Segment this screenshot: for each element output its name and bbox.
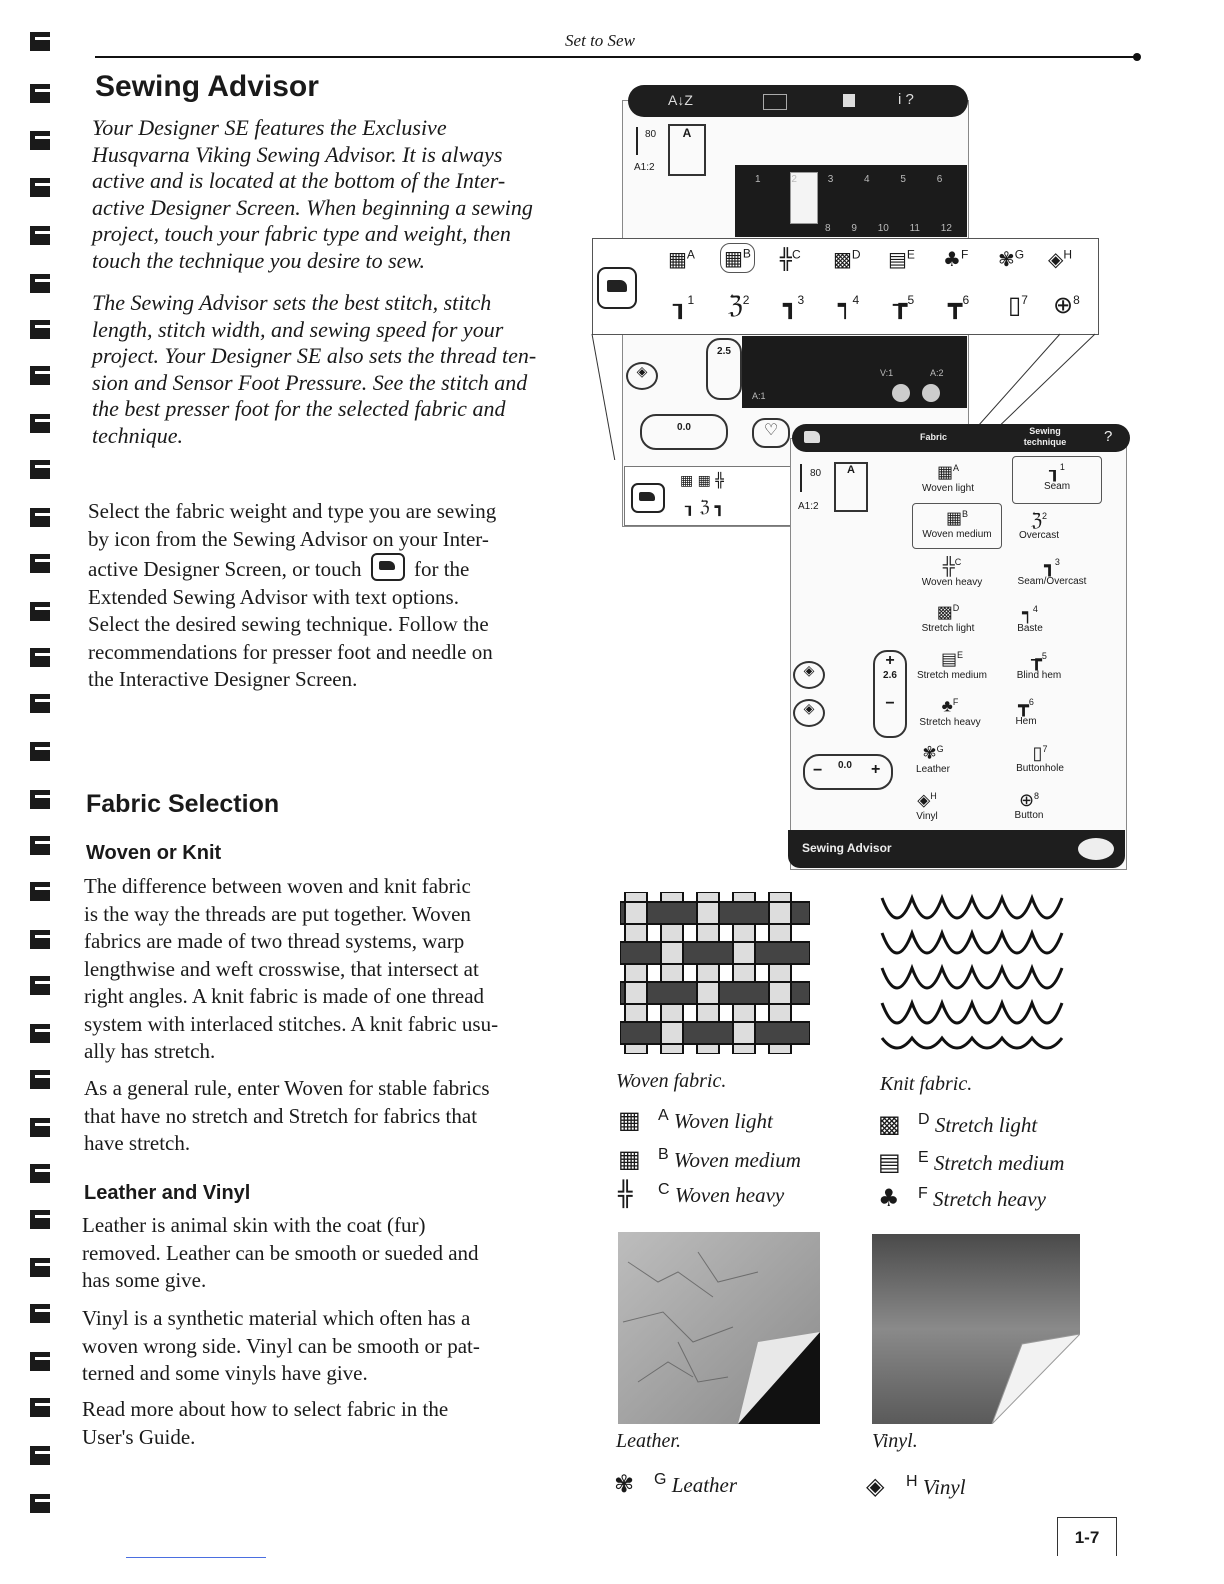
- panel-a1: A:1: [752, 391, 766, 401]
- mini-advisor-strip: [624, 466, 796, 526]
- intro-paragraph-2: [92, 290, 602, 449]
- ext-technique-label: Buttonhole: [1016, 763, 1064, 774]
- sewing-advisor-machine-icon: [607, 280, 627, 292]
- fabric-stretch-light-icon: ▩: [878, 1110, 901, 1138]
- fabric-stretch-medium-icon[interactable]: ▤$^E$: [888, 247, 915, 271]
- edge-tab: [30, 366, 50, 385]
- technique-blind-hem-icon[interactable]: ┲$^5$: [893, 291, 915, 319]
- legend-letter: F: [918, 1185, 928, 1202]
- ext-technique-item[interactable]: ⊕$^8$ Button: [1014, 790, 1044, 821]
- extended-advisor-button[interactable]: [597, 267, 637, 309]
- stitch-num: 8: [825, 223, 831, 234]
- edge-tab: [30, 32, 50, 51]
- rule-paragraph: [84, 1075, 594, 1158]
- edge-tab: [30, 742, 50, 761]
- sort-button[interactable]: A↓Z: [668, 92, 693, 108]
- ext-technique-label: Hem: [1015, 716, 1037, 727]
- width-value: 0.0: [677, 422, 691, 433]
- body-line: Read more about how to select fabric in the: [82, 1397, 449, 1421]
- body-line: is the way the threads are put together. Woven: [84, 901, 471, 926]
- ext-fabric-label: Woven heavy: [921, 576, 983, 588]
- legend-label: Stretch light: [934, 1113, 1038, 1137]
- legend-label: Woven medium: [673, 1148, 801, 1172]
- ext-stitch-position: A1:2: [798, 501, 819, 512]
- minus-icon[interactable]: −: [885, 695, 895, 712]
- legend-label: Stretch medium: [933, 1151, 1065, 1175]
- ext-length-control[interactable]: [873, 650, 907, 738]
- legend-label: Woven heavy: [674, 1183, 785, 1207]
- body-line: woven wrong side. Vinyl can be smooth or pat-: [82, 1333, 480, 1358]
- stitch-num: 4: [864, 174, 870, 185]
- ext-technique-item[interactable]: ▯$^7$ Buttonhole: [1016, 743, 1064, 774]
- intro-line: the best presser foot for the selected fabric and: [92, 396, 506, 421]
- legend-woven-heavy: [618, 1180, 784, 1208]
- tab-sewing-technique[interactable]: Sewing technique: [1023, 426, 1067, 447]
- legend-letter: A: [658, 1107, 669, 1124]
- body-line: removed. Leather can be smooth or sueded and: [82, 1240, 479, 1265]
- fabric-row: [668, 247, 1098, 281]
- fabric-stretch-light-icon[interactable]: ▩$^D$: [833, 247, 861, 271]
- legend-label: Woven light: [673, 1109, 773, 1133]
- edge-tab: [30, 131, 50, 150]
- fabric-vinyl-icon: ◈: [866, 1472, 885, 1500]
- ext-technique-item-selected[interactable]: ┒$^1$ Seam: [1012, 456, 1102, 504]
- edge-tab: [30, 226, 50, 245]
- edge-tab: [30, 930, 50, 949]
- ext-presser-foot-icon: [834, 462, 868, 512]
- stitch-menu-strip[interactable]: [735, 165, 967, 237]
- body-line: As a general rule, enter Woven for stable fabrics: [84, 1076, 490, 1100]
- edge-tab: [30, 1210, 50, 1229]
- panel-a2: A:2: [930, 368, 944, 378]
- select-line: Extended Sewing Advisor with text options.: [88, 584, 459, 609]
- select-line: the Interactive Designer Screen.: [88, 667, 358, 691]
- sewing-advisor-machine-icon: [371, 553, 405, 581]
- ext-fabric-label: Stretch light: [921, 622, 975, 634]
- fabric-woven-light-icon[interactable]: ▦$^A$: [668, 247, 695, 271]
- legend-label: Leather: [671, 1473, 738, 1497]
- screen-top-bar: [628, 85, 968, 117]
- intro-line: touch the technique you desire to sew.: [92, 247, 425, 273]
- subsection-heading: Woven or Knit: [86, 842, 222, 864]
- ext-width-control[interactable]: [803, 754, 893, 790]
- edge-tab: [30, 648, 50, 667]
- header-rule: [95, 56, 1135, 58]
- stitch-num: 11: [909, 223, 920, 234]
- edge-tab: [30, 84, 50, 103]
- fabric-woven-heavy-icon[interactable]: ╬$^C$: [780, 247, 801, 271]
- sewing-advisor-machine-icon: [639, 492, 655, 501]
- body-line: have stretch.: [84, 1131, 191, 1155]
- legend-label: Stretch heavy: [933, 1187, 1046, 1211]
- technique-overcast-icon[interactable]: ℨ$^2$: [728, 291, 750, 319]
- technique-hem-icon[interactable]: ┳$^6$: [948, 291, 970, 319]
- ext-technique-item[interactable]: ┳$^6$ Hem: [1015, 696, 1037, 727]
- ext-fabric-label: Woven medium: [922, 528, 992, 540]
- intro-line: Husqvarna Viking Sewing Advisor. It is always: [92, 141, 503, 167]
- panel-v1: V:1: [880, 368, 894, 378]
- stitch-num: 10: [877, 223, 889, 234]
- ext-fabric-item[interactable]: ◈$^H$ Vinyl: [916, 790, 938, 822]
- ext-fabric-item[interactable]: ✾$^G$ Leather: [916, 743, 950, 775]
- ext-fabric-label: Leather: [916, 763, 950, 775]
- legend-vinyl: [866, 1472, 966, 1500]
- legend-letter: C: [658, 1181, 670, 1198]
- advisor-toggle-icon[interactable]: [1078, 838, 1114, 860]
- vinyl-photo: [872, 1234, 1080, 1424]
- edge-tab: [30, 414, 50, 433]
- edge-tab: [30, 508, 50, 527]
- woven-knit-paragraph: [84, 873, 594, 1066]
- legend-woven-light: [618, 1106, 773, 1134]
- ext-technique-item[interactable]: ┑$^4$ Baste: [1017, 603, 1043, 634]
- ext-fabric-label: Vinyl: [916, 810, 938, 822]
- legend-stretch-light: [878, 1110, 1037, 1138]
- ext-fabric-item-selected[interactable]: ▦$^B$ Woven medium: [912, 503, 1002, 549]
- legend-letter: B: [658, 1146, 669, 1163]
- edge-tab: [30, 1494, 50, 1513]
- caption-woven: Woven fabric.: [616, 1070, 727, 1092]
- technique-seam-icon[interactable]: ┒$^1$: [673, 291, 695, 319]
- select-line: by icon from the Sewing Advisor on your Inter-: [88, 526, 489, 551]
- mini-fabric-icons[interactable]: ▦ ▦ ╬: [680, 473, 724, 489]
- stitch-bar: [636, 127, 638, 155]
- edge-tab: [30, 836, 50, 855]
- intro-line: The Sewing Advisor sets the best stitch, stitch: [92, 290, 492, 315]
- minus-icon[interactable]: −: [813, 762, 823, 779]
- tab-fabric[interactable]: Fabric: [920, 432, 948, 442]
- caption-vinyl: Vinyl.: [872, 1430, 918, 1452]
- technique-baste-icon[interactable]: ┑$^4$: [838, 291, 860, 319]
- ext-technique-label: Overcast: [1018, 530, 1059, 541]
- edge-tab: [30, 1446, 50, 1465]
- edge-tab: [30, 976, 50, 995]
- technique-seam-overcast-icon[interactable]: ┓$^3$: [783, 291, 805, 319]
- vinyl-paragraph: [82, 1305, 592, 1388]
- ext-technique-item[interactable]: ┓$^3$ Seam/Overcast: [1017, 556, 1087, 587]
- ext-foot-letter: A: [847, 464, 855, 476]
- select-paragraph: [88, 498, 598, 694]
- foot-letter: A: [682, 126, 692, 140]
- edge-tab: [30, 1398, 50, 1417]
- ext-technique-label: Baste: [1017, 623, 1043, 634]
- sewing-advisor-bottom-bar: [788, 830, 1125, 868]
- ext-up-button[interactable]: ◈: [793, 661, 825, 689]
- body-line: Vinyl is a synthetic material which often has a: [82, 1306, 471, 1330]
- ext-fabric-item[interactable]: ▦$^A$ Woven light: [921, 462, 975, 494]
- select-line: Select the fabric weight and type you are sewing: [88, 499, 497, 523]
- select-line: [88, 553, 598, 584]
- legend-stretch-medium: [878, 1148, 1064, 1176]
- ext-technique-item[interactable]: ┲$^5$ Blind hem: [1016, 650, 1062, 681]
- legend-letter: G: [654, 1471, 667, 1488]
- menu-icon[interactable]: [763, 94, 787, 110]
- section-heading: Fabric Selection: [86, 790, 280, 818]
- select-line: Select the desired sewing technique. Follow the: [88, 612, 489, 636]
- fabric-leather-icon[interactable]: ✾$^G$: [998, 247, 1025, 271]
- stitch-numbers-row2: [825, 223, 952, 234]
- ext-technique-item[interactable]: ℨ$^2$ Overcast: [1018, 510, 1059, 541]
- length-value: 2.5: [717, 346, 731, 357]
- stitch-num: 1: [755, 174, 761, 185]
- fabric-woven-medium-icon[interactable]: ▦$^B$: [720, 243, 755, 273]
- save-icon[interactable]: [843, 94, 855, 107]
- ext-technique-label: Seam: [1043, 481, 1071, 492]
- intro-line: active and is located at the bottom of the Inter-: [92, 168, 506, 193]
- header-rule-dot: [1133, 53, 1141, 61]
- sewing-advisor-machine-icon: [804, 431, 820, 443]
- subsection-heading: Leather and Vinyl: [84, 1182, 251, 1204]
- woven-fabric-illustration: [620, 892, 810, 1054]
- extended-top-bar: [792, 424, 1130, 452]
- ext-fabric-label: Woven light: [921, 482, 975, 494]
- body-line: User's Guide.: [82, 1424, 196, 1449]
- help-button[interactable]: ?: [1104, 428, 1113, 445]
- favorite-heart-icon[interactable]: ♡: [752, 418, 790, 448]
- legend-stretch-heavy: [878, 1184, 1046, 1212]
- read-more-paragraph: [82, 1396, 592, 1451]
- edge-tab: [30, 460, 50, 479]
- body-line: system with interlaced stitches. A knit fabric usu-: [84, 1011, 499, 1036]
- edge-tab: [30, 1024, 50, 1043]
- fabric-stretch-heavy-icon[interactable]: ♣$^F$: [943, 247, 969, 271]
- fabric-leather-icon: ✾: [614, 1470, 635, 1498]
- intro-paragraph: [92, 115, 602, 274]
- plus-icon[interactable]: +: [871, 761, 881, 778]
- bottom-bar-label: Sewing Advisor: [802, 841, 892, 855]
- plus-icon[interactable]: +: [885, 652, 895, 669]
- stitch-num: 3: [827, 174, 834, 185]
- stitch-num: 12: [940, 223, 952, 234]
- select-line-part: for the: [413, 557, 470, 581]
- ext-technique-label: Button: [1014, 810, 1044, 821]
- up-arrow-button[interactable]: ◈: [626, 362, 658, 390]
- legend-letter: E: [918, 1149, 929, 1166]
- info-help-buttons[interactable]: i ?: [898, 91, 914, 108]
- stitch-numbers: [755, 174, 975, 185]
- stitch-num: 2: [791, 174, 797, 185]
- mini-technique-icons[interactable]: ┒ ℨ ┓: [685, 497, 725, 516]
- ext-technique-label: Blind hem: [1016, 670, 1062, 681]
- edge-tab: [30, 1304, 50, 1323]
- technique-buttonhole-icon[interactable]: ▯$^7$: [1008, 291, 1028, 319]
- edge-tab: [30, 178, 50, 197]
- body-line: fabrics are made of two thread systems, warp: [84, 929, 465, 953]
- body-line: lengthwise and weft crosswise, that intersect at: [84, 956, 479, 981]
- intro-line: Your Designer SE features the Exclusive: [92, 115, 447, 140]
- page-title: Sewing Advisor: [95, 70, 319, 103]
- edge-tab: [30, 1258, 50, 1277]
- fabric-woven-medium-icon: ▦: [618, 1145, 641, 1173]
- legend-letter: H: [906, 1473, 918, 1490]
- legend-letter: D: [918, 1111, 930, 1128]
- leather-paragraph: [82, 1212, 592, 1295]
- legend-woven-medium: [618, 1145, 801, 1173]
- intro-line: length, stitch width, and sewing speed for your: [92, 316, 504, 342]
- stitch-position: A1:2: [634, 162, 655, 173]
- page-number: 1-7: [1057, 1517, 1117, 1556]
- ext-fabric-item[interactable]: ▤$^E$ Stretch medium: [916, 649, 988, 681]
- body-line: has some give.: [82, 1268, 207, 1292]
- body-line: terned and some vinyls have give.: [82, 1361, 368, 1385]
- intro-line: active Designer Screen. When beginning a sewing: [92, 194, 533, 220]
- stitch-number: 80: [645, 129, 657, 140]
- fabric-stretch-heavy-icon: ♣: [878, 1184, 900, 1212]
- fabric-vinyl-icon[interactable]: ◈$^H$: [1048, 247, 1073, 271]
- mini-advisor-button[interactable]: [631, 483, 665, 513]
- edge-tab: [30, 882, 50, 901]
- edge-tab: [30, 694, 50, 713]
- edge-tab: [30, 274, 50, 293]
- running-header: Set to Sew: [565, 31, 635, 50]
- ext-stitch-number: 80: [810, 468, 822, 479]
- ext-technique-label: Seam/Overcast: [1017, 576, 1087, 587]
- select-line: recommendations for presser foot and needle on: [88, 639, 493, 664]
- legend-label: Vinyl: [922, 1475, 966, 1499]
- caption-leather: Leather.: [616, 1430, 681, 1452]
- intro-line: technique.: [92, 422, 184, 448]
- select-line-part: active Designer Screen, or touch: [88, 557, 362, 581]
- leather-photo: [618, 1232, 820, 1424]
- ext-fabric-item[interactable]: ▩$^D$ Stretch light: [921, 602, 975, 634]
- body-line: The difference between woven and knit fabric: [84, 874, 471, 898]
- fabric-woven-heavy-icon: ╬: [618, 1180, 633, 1208]
- caption-knit: Knit fabric.: [880, 1073, 973, 1095]
- edge-tab: [30, 554, 50, 573]
- edge-tab: [30, 1070, 50, 1089]
- ext-fabric-label: Stretch medium: [916, 669, 988, 681]
- technique-button-icon[interactable]: ⊕$^8$: [1053, 291, 1080, 319]
- ext-fabric-item[interactable]: ♣$^F$ Stretch heavy: [919, 696, 981, 728]
- ext-fabric-label: Stretch heavy: [919, 716, 981, 728]
- edge-tab: [30, 1164, 50, 1183]
- knit-fabric-illustration: [872, 888, 1087, 1058]
- body-line: right angles. A knit fabric is made of one thread: [84, 984, 485, 1008]
- edge-tab: [30, 1118, 50, 1137]
- ext-width-value: 0.0: [838, 760, 852, 771]
- ext-down-button[interactable]: ◈: [793, 699, 825, 727]
- stitch-num: 5: [900, 174, 906, 185]
- body-line: Leather is animal skin with the coat (fur): [82, 1213, 426, 1237]
- fabric-stretch-medium-icon: ▤: [878, 1148, 901, 1176]
- ext-stitch-bar: [800, 464, 802, 492]
- ext-fabric-item[interactable]: ╬$^C$ Woven heavy: [921, 556, 983, 588]
- edge-tab: [30, 602, 50, 621]
- ext-length-value: 2.6: [883, 670, 897, 681]
- stitch-num: 9: [851, 223, 857, 234]
- body-line: ally has stretch.: [84, 1039, 216, 1063]
- stitch-num: 6: [936, 174, 943, 185]
- edge-tab: [30, 1352, 50, 1371]
- intro-line: project, touch your fabric type and weight, then: [92, 221, 511, 246]
- fabric-woven-light-icon: ▦: [618, 1106, 641, 1134]
- presser-foot-icon: [668, 124, 706, 176]
- footer-rule: [126, 1557, 266, 1558]
- intro-line: sion and Sensor Foot Pressure. See the stitch and: [92, 369, 528, 395]
- edge-tab: [30, 320, 50, 339]
- edge-tab: [30, 790, 50, 809]
- intro-line: project. Your Designer SE also sets the thread ten-: [92, 343, 537, 368]
- legend-leather: [614, 1470, 737, 1498]
- body-line: that have no stretch and Stretch for fabrics that: [84, 1103, 478, 1128]
